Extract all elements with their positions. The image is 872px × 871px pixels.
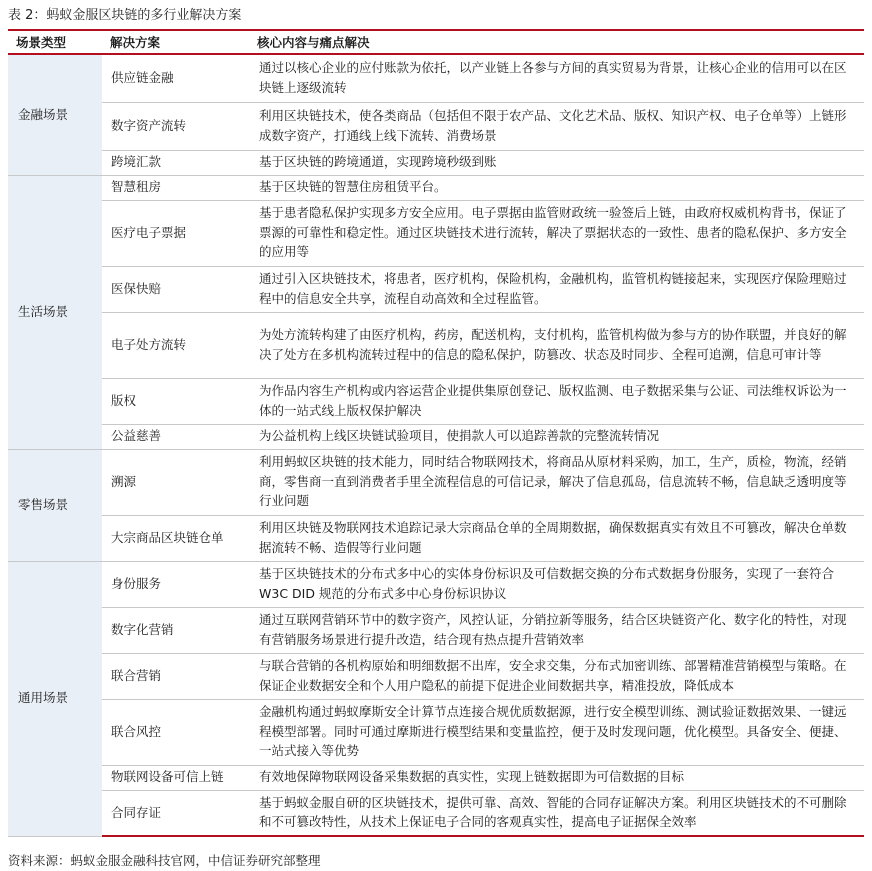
- description-cell: 基于区块链的跨境通道，实现跨境秒级到账: [249, 150, 864, 175]
- table-header-row: [8, 31, 864, 54]
- solution-cell: 大宗商品区块链仓单: [102, 515, 249, 561]
- solution-cell: 数字化营销: [102, 607, 249, 653]
- solution-cell: 智慧租房: [102, 175, 249, 200]
- description-cell: 通过以核心企业的应付账款为依托，以产业链上各参与方间的真实贸易为背景，让核心企业的信用可以在区块链上逐级流转: [249, 54, 864, 102]
- description-cell: 基于患者隐私保护实现多方安全应用。电子票据由监管财政统一验签后上链，由政府权威机构背书，保证了票源的可靠性和稳定性。通过区块链技术进行流转，解决了票据状态的一致性、患者的隐私保护、多方安全的应用等: [249, 200, 864, 266]
- description-cell: 为公益机构上线区块链试验项目，使捐款人可以追踪善款的完整流转情况: [249, 424, 864, 449]
- description-cell: 金融机构通过蚂蚁摩斯安全计算节点连接合规优质数据源，进行安全模型训练、测试验证数据效果、一键远程模型部署。同时可通过摩斯进行模型结果和变量监控，便于及时发现问题，优化模型。具备安全、便捷、一站式接入等优势: [249, 699, 864, 765]
- solution-cell: 公益慈善: [102, 424, 249, 449]
- header-solution: 解决方案: [102, 31, 249, 54]
- solution-cell: 电子处方流转: [102, 312, 249, 378]
- category-life: 生活场景: [8, 175, 102, 449]
- solution-cell: 版权: [102, 378, 249, 424]
- solution-cell: 医疗电子票据: [102, 200, 249, 266]
- table-row: [8, 312, 864, 378]
- description-cell: 通过引入区块链技术，将患者，医疗机构，保险机构，金融机构，监管机构链接起来，实现医疗保险理赔过程中的信息安全共享，流程自动高效和全过程监管。: [249, 266, 864, 312]
- table-row: [8, 175, 864, 200]
- solution-cell: 医保快赔: [102, 266, 249, 312]
- header-core-content: 核心内容与痛点解决: [249, 31, 864, 54]
- table-row: [8, 449, 864, 515]
- solution-cell: 身份服务: [102, 561, 249, 607]
- solutions-table: [8, 31, 864, 837]
- table-row: [8, 653, 864, 699]
- table-row: [8, 150, 864, 175]
- table-row: [8, 561, 864, 607]
- description-cell: 基于蚂蚁金服自研的区块链技术，提供可靠、高效、智能的合同存证解决方案。利用区块链技术的不可删除和不可篡改特性，从技术上保证电子合同的客观真实性，提高电子证据保全效率: [249, 790, 864, 836]
- category-general: 通用场景: [8, 561, 102, 836]
- description-cell: 利用区块链及物联网技术追踪记录大宗商品仓单的全周期数据，确保数据真实有效且不可篡改，解决仓单数据流转不畅、造假等行业问题: [249, 515, 864, 561]
- table-row: [8, 54, 864, 102]
- table-row: [8, 102, 864, 150]
- solution-cell: 数字资产流转: [102, 102, 249, 150]
- description-cell: 与联合营销的各机构原始和明细数据不出库，安全求交集，分布式加密训练、部署精准营销模型与策略。在保证企业数据安全和个人用户隐私的前提下促进企业间数据共享，精准投放，降低成本: [249, 653, 864, 699]
- solution-cell: 联合营销: [102, 653, 249, 699]
- solution-cell: 供应链金融: [102, 54, 249, 102]
- header-scene-type: 场景类型: [8, 31, 102, 54]
- table-row: [8, 200, 864, 266]
- table-caption: 表 2：蚂蚁金服区块链的多行业解决方案: [8, 8, 242, 23]
- source-note: 资料来源：蚂蚁金服金融科技官网，中信证券研究部整理: [8, 853, 321, 868]
- solution-cell: 联合风控: [102, 699, 249, 765]
- category-retail: 零售场景: [8, 449, 102, 561]
- description-cell: 通过互联网营销环节中的数字资产，风控认证，分销拉新等服务，结合区块链资产化、数字化的特性，对现有营销服务场景进行提升改造，结合现有热点提升营销效率: [249, 607, 864, 653]
- category-finance: 金融场景: [8, 54, 102, 175]
- table-row: [8, 515, 864, 561]
- description-cell: 基于区块链的智慧住房租赁平台。: [249, 175, 864, 200]
- table-row: [8, 266, 864, 312]
- table-row: [8, 378, 864, 424]
- solution-cell: 物联网设备可信上链: [102, 765, 249, 790]
- table-row: [8, 607, 864, 653]
- description-cell: 利用蚂蚁区块链的技术能力，同时结合物联网技术，将商品从原材料采购，加工，生产，质检，物流，经销商，零售商一直到消费者手里全流程信息的可信记录，解决了信息孤岛，信息流转不畅，信息缺乏透明度等行业问题: [249, 449, 864, 515]
- table-row: [8, 765, 864, 790]
- solution-cell: 合同存证: [102, 790, 249, 836]
- description-cell: 有效地保障物联网设备采集数据的真实性，实现上链数据即为可信数据的目标: [249, 765, 864, 790]
- description-cell: 基于区块链技术的分布式多中心的实体身份标识及可信数据交换的分布式数据身份服务，实现了一套符合 W3C DID 规范的分布式多中心身份标识协议: [249, 561, 864, 607]
- table-row: [8, 424, 864, 449]
- description-cell: 利用区块链技术，使各类商品（包括但不限于农产品、文化艺术品、版权、知识产权、电子仓单等）上链形成数字资产，打通线上线下流转、消费场景: [249, 102, 864, 150]
- solution-cell: 跨境汇款: [102, 150, 249, 175]
- table-row: [8, 790, 864, 836]
- description-cell: 为处方流转构建了由医疗机构，药房，配送机构，支付机构，监管机构做为参与方的协作联盟，并良好的解决了处方在多机构流转过程中的信息的隐私保护，防篡改、状态及时同步、全程可追溯，信息可审计等: [249, 312, 864, 378]
- description-cell: 为作品内容生产机构或内容运营企业提供集原创登记、版权监测、电子数据采集与公证、司法维权诉讼为一体的一站式线上版权保护解决: [249, 378, 864, 424]
- table-row: [8, 699, 864, 765]
- solution-cell: 溯源: [102, 449, 249, 515]
